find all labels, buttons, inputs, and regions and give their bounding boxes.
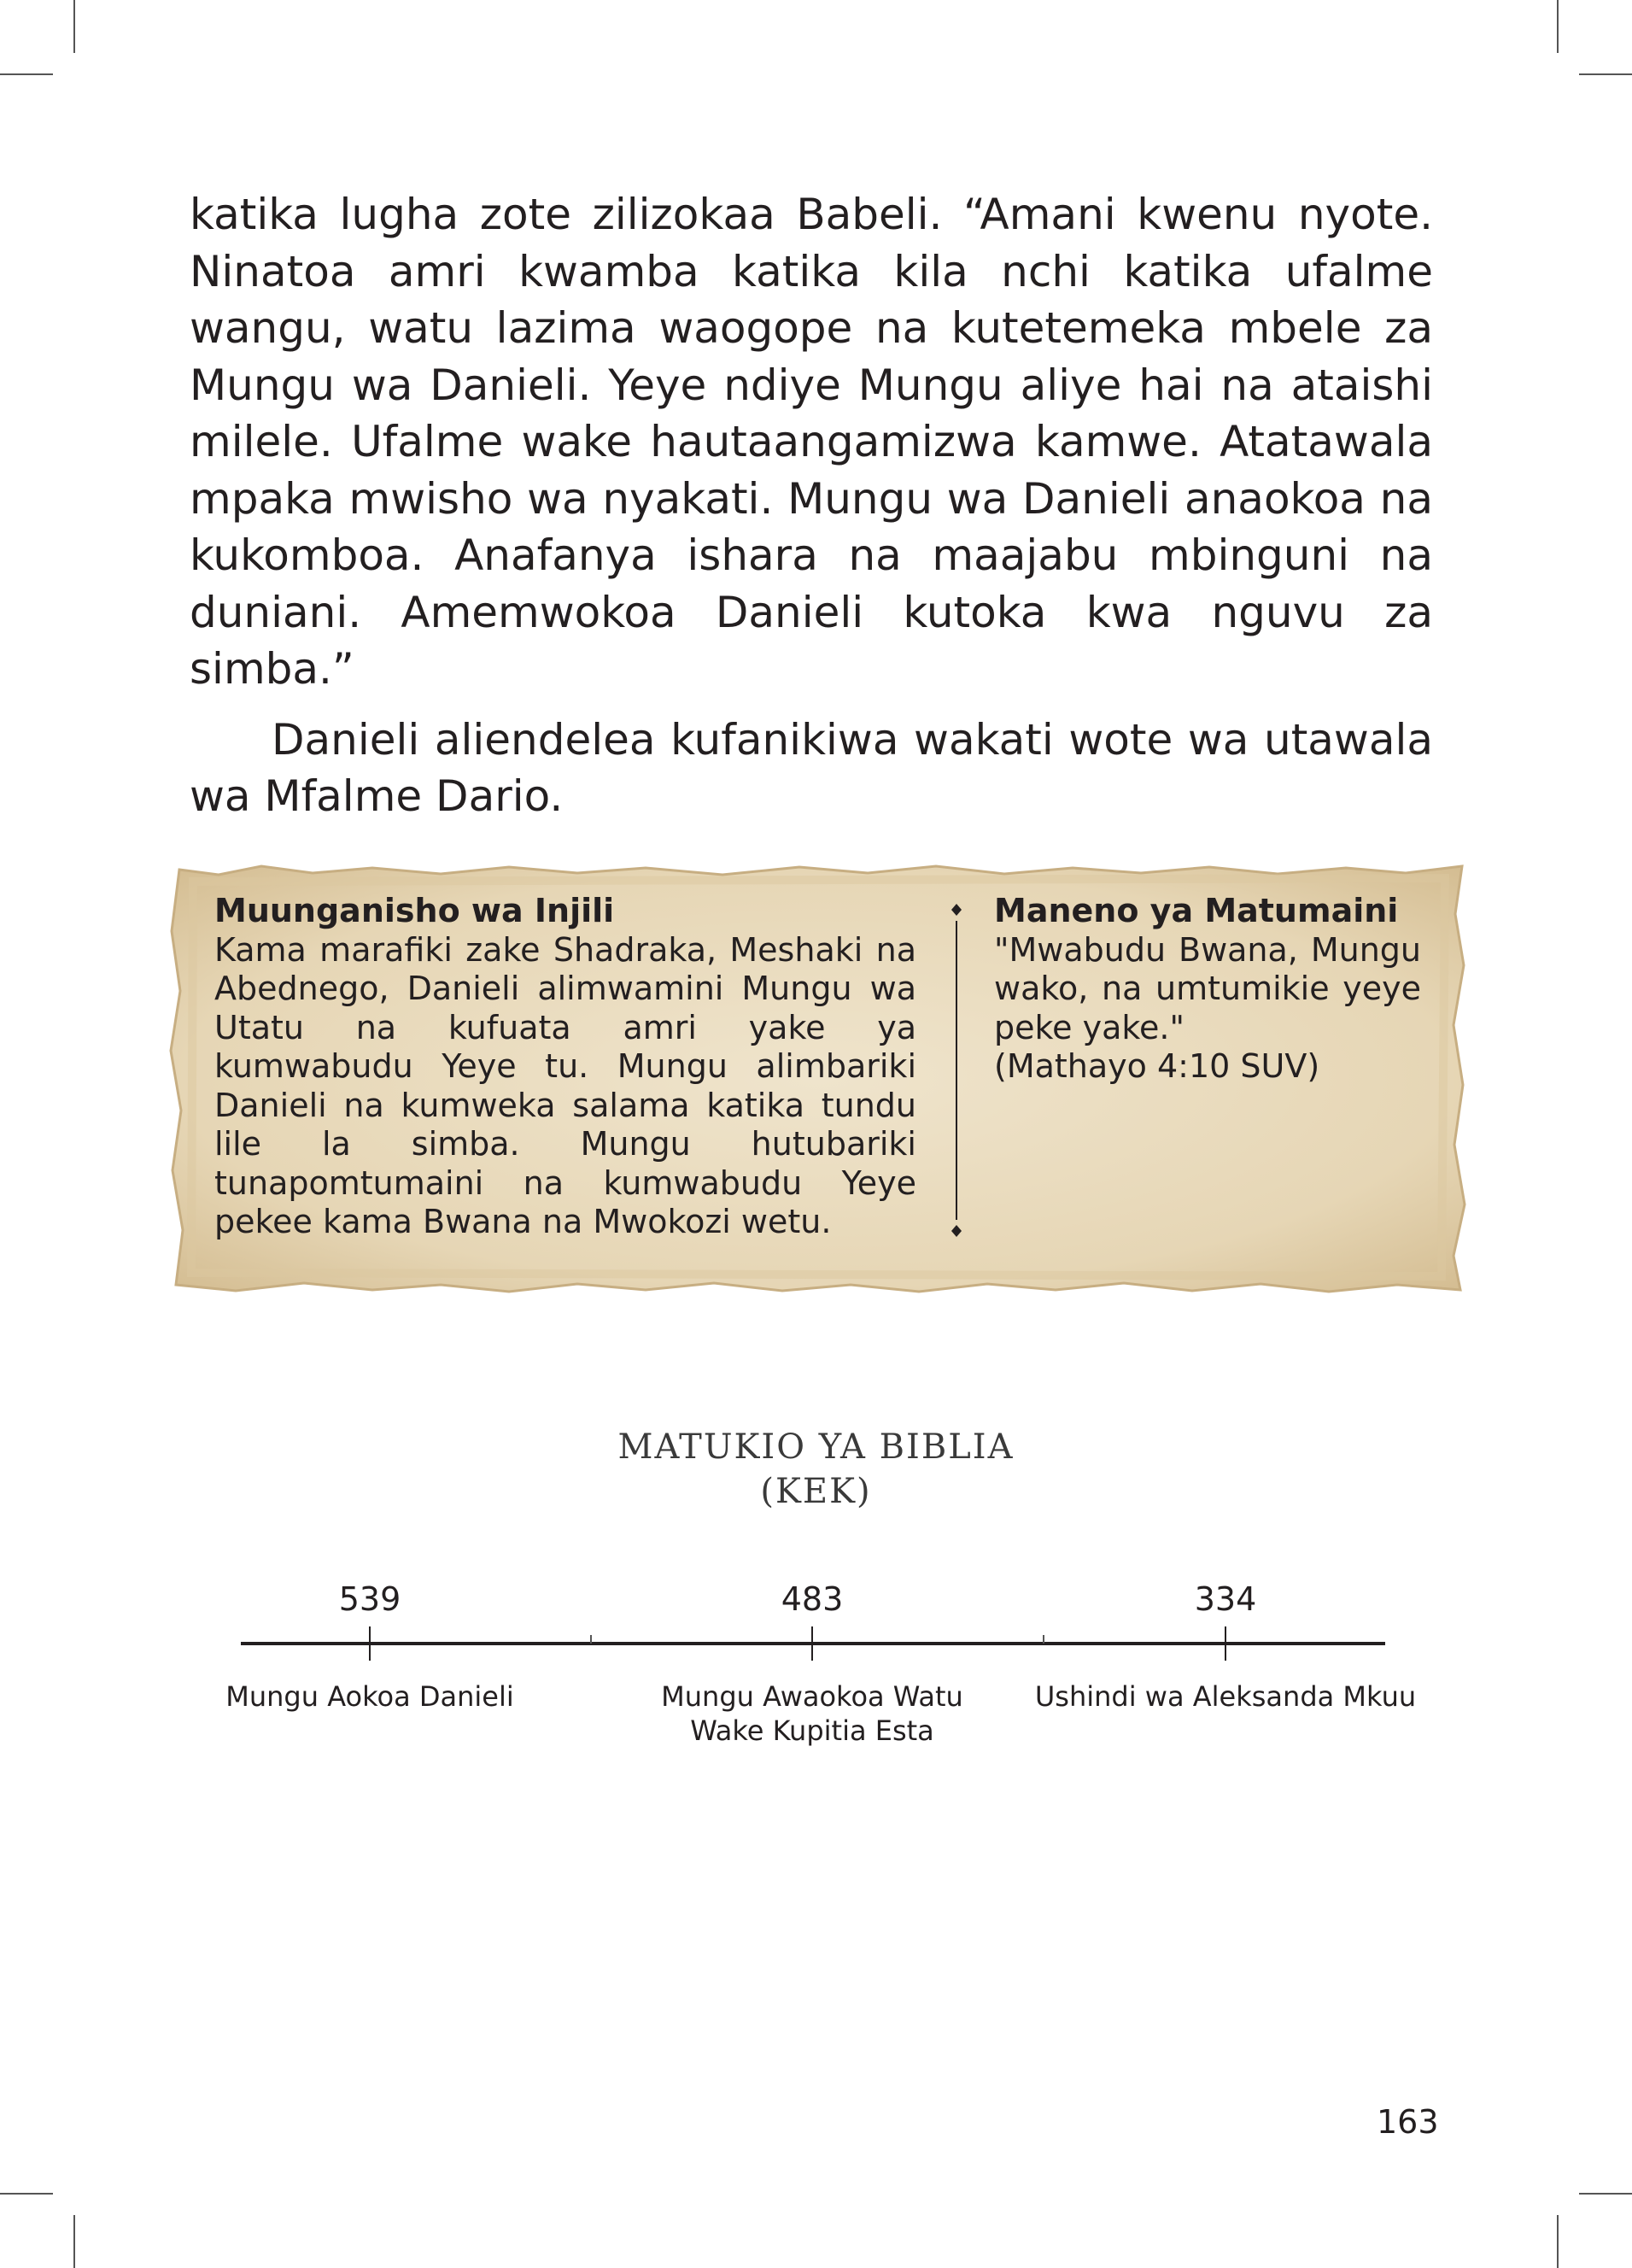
divider-diamond-icon <box>951 1225 962 1237</box>
crop-mark <box>1579 2193 1632 2195</box>
page-number: 163 <box>1377 2103 1439 2141</box>
timeline-event-line: Mungu Awaokoa Watu <box>661 1680 963 1713</box>
gospel-connection-column <box>214 892 916 1242</box>
divider-diamond-icon <box>951 904 962 916</box>
words-of-hope-column <box>994 892 1421 1087</box>
crop-mark <box>0 73 53 75</box>
timeline-subtitle: (KEK) <box>760 1472 872 1511</box>
body-text <box>190 186 1433 825</box>
timeline-year-539: 539 <box>338 1580 401 1618</box>
crop-mark <box>1557 2215 1559 2268</box>
gospel-connection-heading: Muunganisho wa Injili <box>214 892 615 929</box>
timeline-event-label <box>1035 1679 1416 1714</box>
gospel-connection-text: Kama marafiki zake Shadraka, Meshaki na Abednego, Danieli alimwamini Mungu wa Utatu na kufuata amri yake ya kumwabudu Yeye tu. Mungu alimbariki Danieli na kumweka salama katika tundu lile la simba. Mungu hutubariki tunapomtumaini na kumwabudu Yeye pekee kama Bwana na Mwokozi wetu. <box>214 930 916 1240</box>
timeline-event-label <box>661 1679 963 1748</box>
words-of-hope-heading: Maneno ya Matumaini <box>994 892 1399 929</box>
crop-mark <box>1579 73 1632 75</box>
timeline-event-line: Mungu Aokoa Danieli <box>225 1680 514 1713</box>
timeline-year-334: 334 <box>1194 1580 1257 1618</box>
body-paragraph-2: Danieli aliendelea kufanikiwa wakati wote wa utawala wa Mfalme Dario. <box>190 714 1433 821</box>
timeline-event-line: Wake Kupitia Esta <box>690 1714 934 1747</box>
crop-mark <box>0 2193 53 2195</box>
words-of-hope-quote: "Mwabudu Bwana, Mungu wako, na umtumikie yeye peke yake." <box>994 930 1421 1046</box>
crop-mark <box>73 2215 75 2268</box>
body-paragraph-1: katika lugha zote zilizokaa Babeli. “Amani kwenu nyote. Ninatoa amri kwamba katika kila nchi katika ufalme wangu, watu lazima waogope na kutetemeka mbele za Mungu wa Danieli. Yeye ndiye Mungu aliye hai na ataishi milele. Ufalme wake hautaangamizwa kamwe. Atatawala mpaka mwisho wa nyakati. Mungu wa Danieli anaokoa na kukomboa. Anafanya ishara na maajabu mbinguni na duniani. Amemwokoa Danieli kutoka kwa nguvu za simba.” <box>190 190 1433 694</box>
crop-mark <box>73 0 75 53</box>
timeline-title-block <box>0 1425 1632 1514</box>
timeline-year-483: 483 <box>781 1580 844 1618</box>
timeline-event-line: Ushindi wa Aleksanda Mkuu <box>1034 1680 1417 1713</box>
crop-mark <box>1557 0 1559 53</box>
column-divider <box>951 904 962 1237</box>
gospel-connection-box <box>167 863 1471 1295</box>
timeline-title: MATUKIO YA BIBLIA <box>617 1427 1015 1467</box>
scripture-reference: (Mathayo 4:10 SUV) <box>994 1047 1320 1085</box>
timeline-event-label <box>225 1679 513 1714</box>
